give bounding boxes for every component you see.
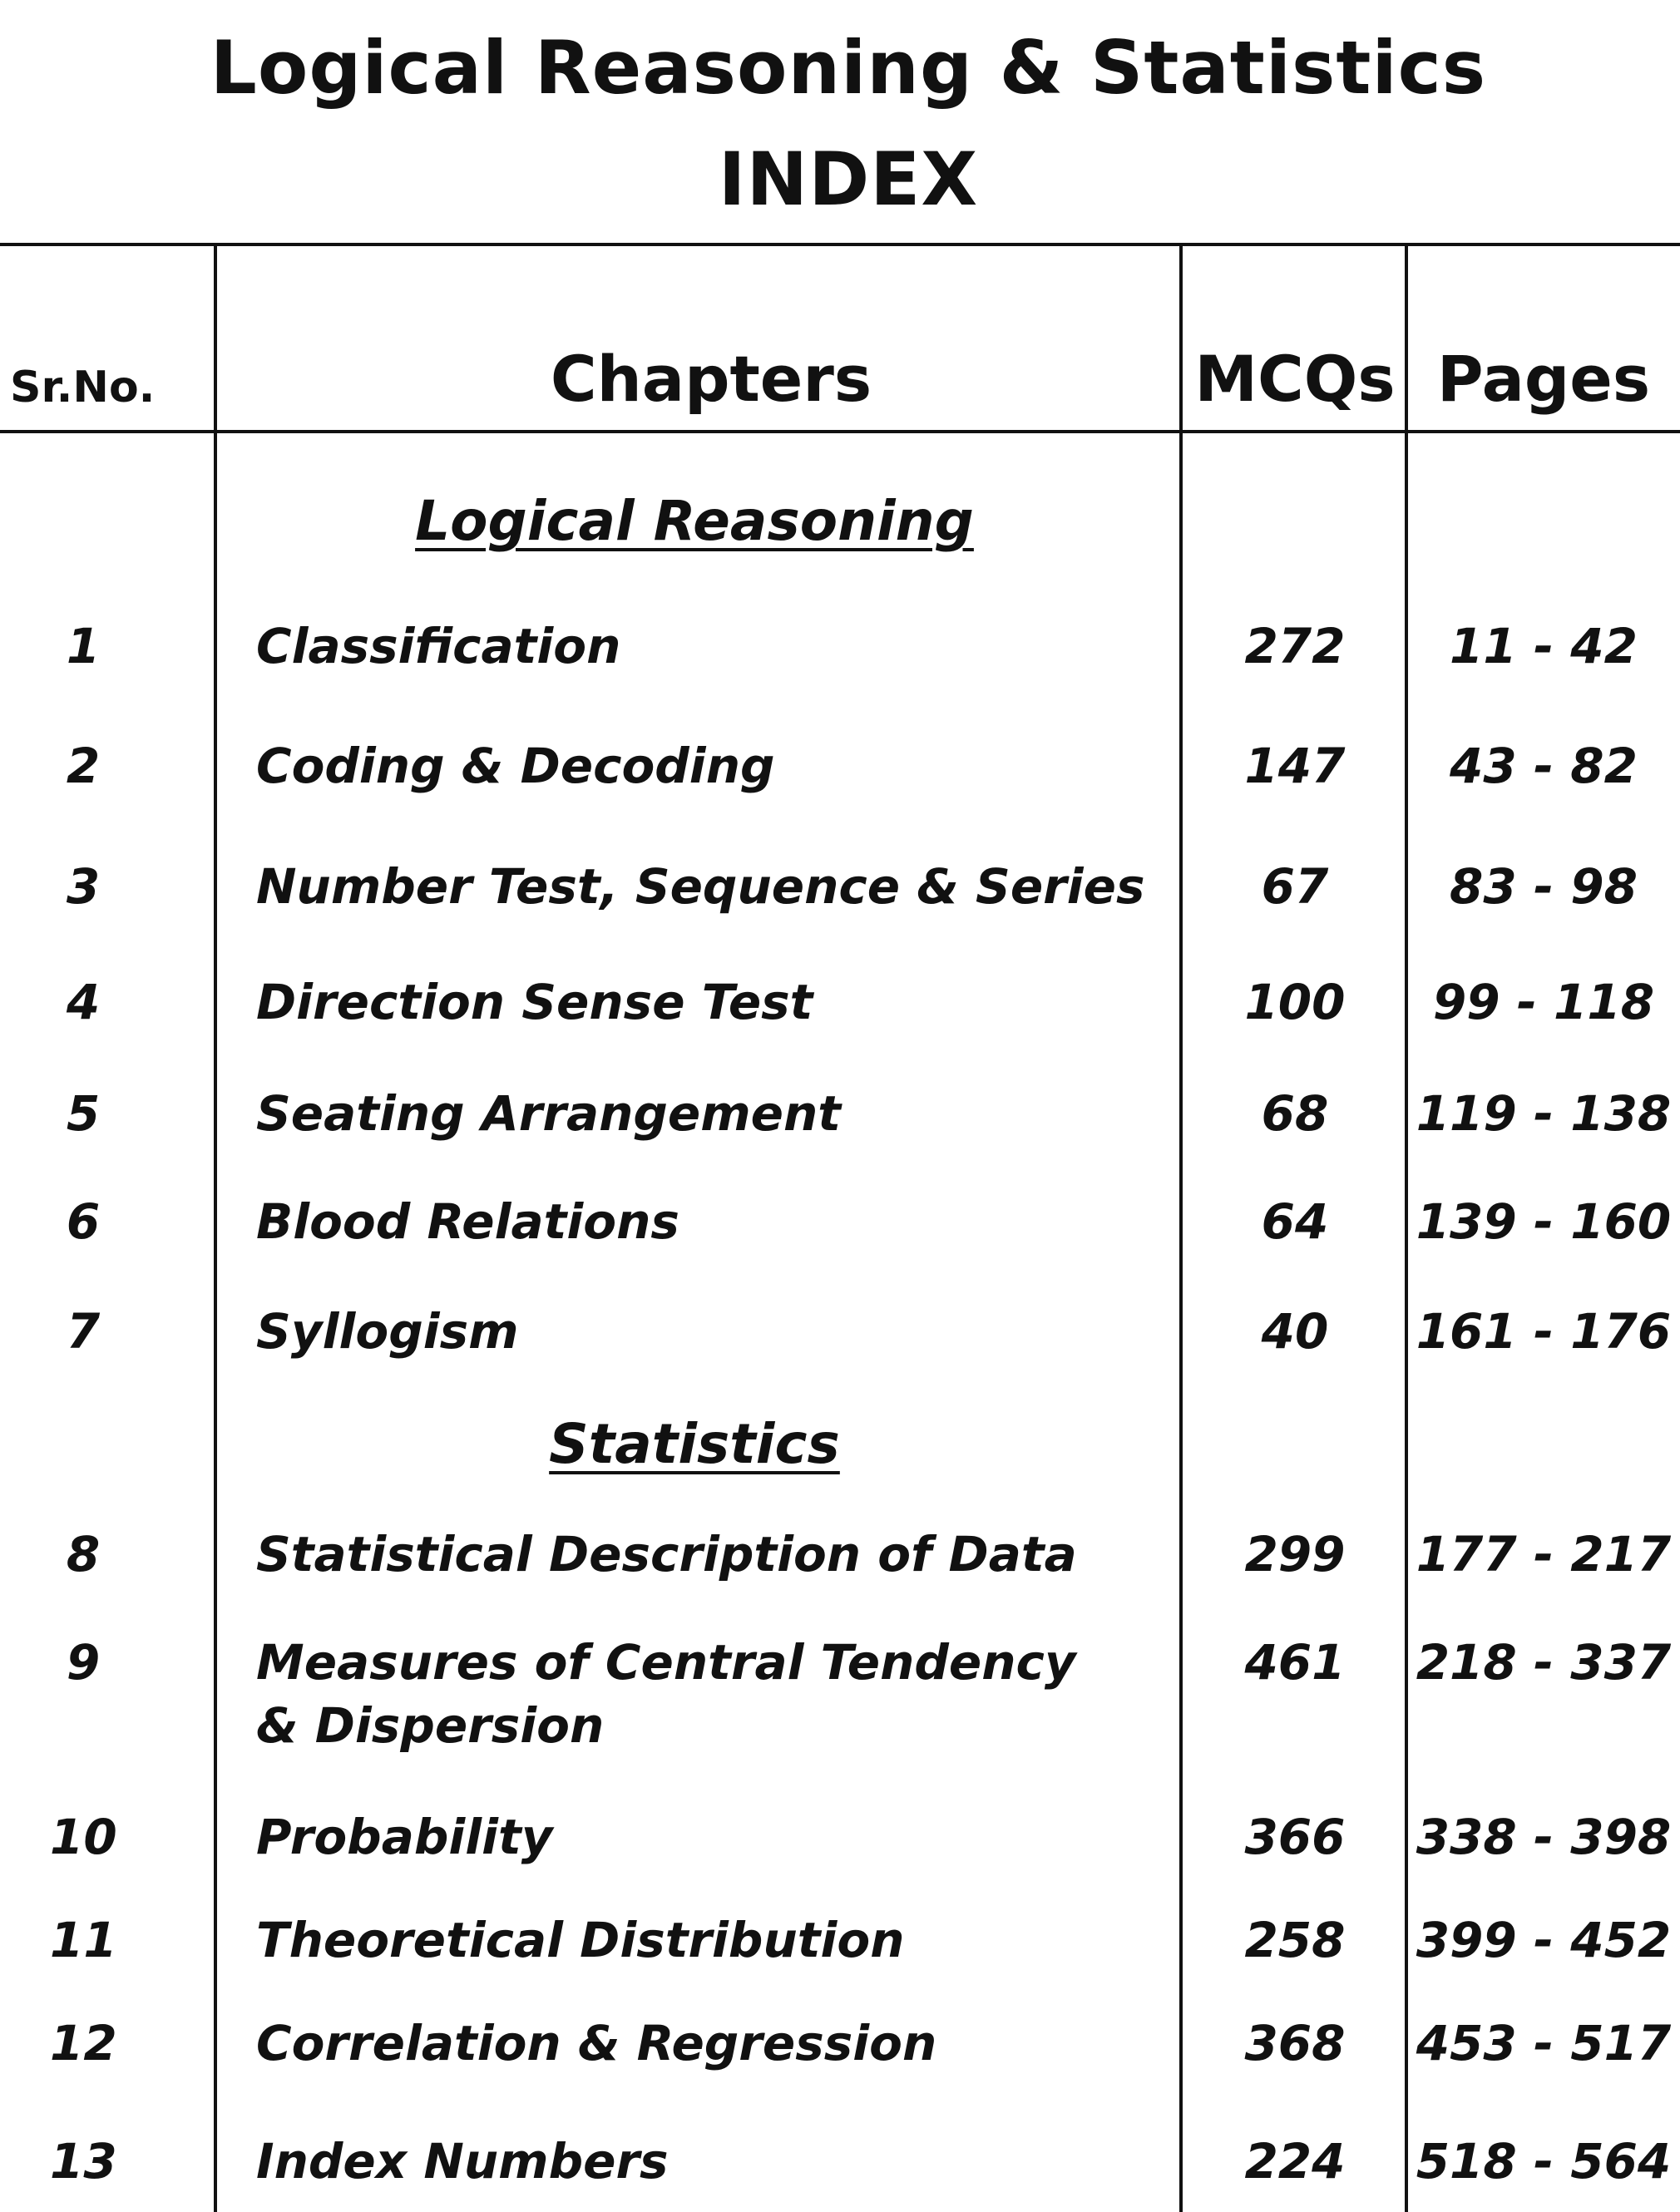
row-mcqs: 299 (1244, 1526, 1346, 1582)
row-chapter: Syllogism (256, 1303, 519, 1360)
row-chapter: Theoretical Distribution (256, 1912, 905, 1968)
row-chapter: Seating Arrangement (256, 1085, 842, 1142)
row-mcqs: 461 (1244, 1634, 1346, 1691)
row-sr-no: 1 (66, 618, 101, 674)
row-mcqs: 366 (1244, 1809, 1346, 1865)
row-sr-no: 11 (50, 1912, 117, 1968)
row-pages: 161 - 176 (1416, 1303, 1672, 1360)
row-chapter: Direction Sense Test (256, 974, 813, 1030)
header-mcqs: MCQs (1194, 342, 1396, 416)
header-chapters: Chapters (550, 342, 872, 416)
row-sr-no: 8 (66, 1526, 101, 1582)
row-chapter: Number Test, Sequence & Series (256, 858, 1145, 915)
row-pages: 218 - 337 (1416, 1634, 1672, 1691)
row-chapter: Probability (256, 1809, 553, 1865)
row-sr-no: 4 (66, 974, 101, 1030)
row-mcqs: 147 (1244, 738, 1346, 794)
row-sr-no: 7 (66, 1303, 101, 1360)
row-pages: 83 - 98 (1450, 858, 1638, 915)
header-sr-no: Sr.No. (10, 363, 156, 412)
row-chapter-line-1: Measures of Central Tendency (256, 1634, 1076, 1691)
column-divider-chapters (1179, 244, 1183, 2212)
row-sr-no: 6 (66, 1193, 101, 1250)
row-sr-no: 2 (66, 738, 101, 794)
row-chapter (256, 1631, 1154, 1757)
row-mcqs: 368 (1244, 2015, 1346, 2071)
table-header-rule (0, 430, 1680, 433)
row-sr-no: 5 (66, 1085, 101, 1142)
row-sr-no: 10 (50, 1809, 117, 1865)
row-sr-no: 9 (66, 1634, 101, 1691)
row-pages: 453 - 517 (1416, 2015, 1672, 2071)
document-subtitle: INDEX (718, 136, 979, 222)
row-chapter: Coding & Decoding (256, 738, 775, 794)
row-mcqs: 258 (1244, 1912, 1346, 1968)
header-pages: Pages (1436, 342, 1651, 416)
section-heading-logical-reasoning: Logical Reasoning (415, 489, 974, 553)
row-pages: 119 - 138 (1416, 1085, 1672, 1142)
row-chapter: Classification (256, 618, 621, 674)
row-pages: 177 - 217 (1416, 1526, 1672, 1582)
row-sr-no: 12 (50, 2015, 117, 2071)
row-mcqs: 224 (1244, 2133, 1346, 2190)
section-heading-statistics: Statistics (549, 1412, 840, 1476)
row-pages: 139 - 160 (1416, 1193, 1672, 1250)
row-chapter: Statistical Description of Data (256, 1526, 1077, 1582)
row-mcqs: 272 (1244, 618, 1346, 674)
row-chapter: Correlation & Regression (256, 2015, 937, 2071)
table-top-rule (0, 243, 1680, 246)
row-pages: 399 - 452 (1416, 1912, 1672, 1968)
row-sr-no: 3 (66, 858, 101, 915)
document-title: Logical Reasoning & Statistics (210, 25, 1487, 111)
row-mcqs: 68 (1261, 1085, 1329, 1142)
row-pages: 11 - 42 (1450, 618, 1638, 674)
row-sr-no: 13 (50, 2133, 117, 2190)
row-pages: 43 - 82 (1450, 738, 1638, 794)
row-chapter: Index Numbers (256, 2133, 669, 2190)
row-mcqs: 67 (1261, 858, 1329, 915)
row-pages: 338 - 398 (1416, 1809, 1672, 1865)
row-mcqs: 100 (1244, 974, 1346, 1030)
row-pages: 99 - 118 (1432, 974, 1655, 1030)
row-chapter-line-2: & Dispersion (256, 1697, 605, 1754)
row-mcqs: 64 (1261, 1193, 1329, 1250)
row-pages: 518 - 564 (1416, 2133, 1672, 2190)
row-mcqs: 40 (1261, 1303, 1329, 1360)
row-chapter: Blood Relations (256, 1193, 679, 1250)
